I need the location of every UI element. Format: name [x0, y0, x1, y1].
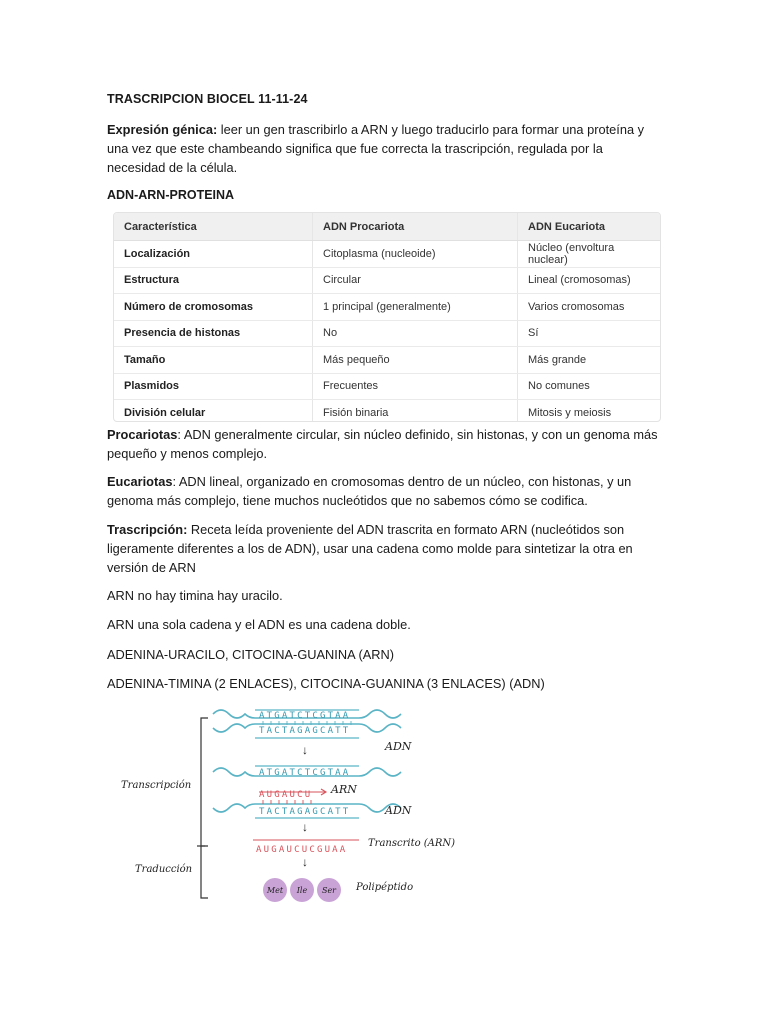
table-header: ADN Eucariota	[518, 213, 661, 241]
comparison-table	[113, 212, 661, 422]
arrow-down-icon: ↓	[302, 855, 308, 869]
table-cell: Presencia de histonas	[114, 320, 313, 347]
document-title: TRASCRIPCION BIOCEL 11-11-24	[107, 92, 308, 106]
table-cell: Varios cromosomas	[518, 294, 661, 321]
table-cell: Más grande	[518, 347, 661, 374]
table-cell: Mitosis y meiosis	[518, 400, 661, 423]
label-adn-top: ADN	[385, 740, 412, 753]
note-line: ARN no hay timina hay uracilo.	[107, 588, 283, 603]
table-row	[114, 400, 660, 423]
table-cell: Más pequeño	[313, 347, 518, 374]
expresion-genica-paragraph	[107, 120, 663, 177]
table-cell: 1 principal (generalmente)	[313, 294, 518, 321]
amino-acid-label: Ser	[321, 886, 337, 895]
label-transcripcion: Transcripción	[121, 780, 192, 791]
table-header: ADN Procariota	[313, 213, 518, 241]
label-transcrito: Transcrito (ARN)	[368, 838, 456, 849]
note-line: ADENINA-TIMINA (2 ENLACES), CITOCINA-GUANINA (3 ENLACES) (ADN)	[107, 676, 545, 691]
dna-bottom-strand: TACTAGAGCATT	[259, 726, 351, 736]
procariotas-paragraph	[107, 425, 663, 463]
label-polipeptido: Polipéptido	[356, 882, 414, 893]
table-row	[114, 241, 660, 268]
arrow-down-icon: ↓	[302, 743, 308, 757]
table-cell: Tamaño	[114, 347, 313, 374]
table-row	[114, 294, 660, 321]
amino-acid-label: Met	[266, 886, 284, 895]
eucariotas-term: Eucariotas	[107, 474, 173, 489]
table-cell: Plasmidos	[114, 373, 313, 400]
table-cell: Frecuentes	[313, 373, 518, 400]
table-cell: Citoplasma (nucleoide)	[313, 241, 518, 268]
trascripcion-term: Trascripción:	[107, 522, 188, 537]
rna-partial-strand: AUGAUCU	[259, 790, 313, 800]
amino-acid-label: Ile	[296, 886, 308, 895]
trascripcion-paragraph	[107, 520, 663, 577]
table-cell: Localización	[114, 241, 313, 268]
expresion-text: leer un gen trascribirlo a ARN y luego traducirlo para formar una proteína y una vez que este chambeando significa que fue correcta la trascripción, regulada por la necesidad de la célula.	[107, 122, 645, 175]
procariotas-text: : ADN generalmente circular, sin núcleo definido, sin histonas, y con un genoma más pequeño y menos complejo.	[107, 427, 658, 461]
table-row	[114, 267, 660, 294]
note-line: ARN una sola cadena y el ADN es una cadena doble.	[107, 617, 411, 632]
table-cell: División celular	[124, 406, 206, 419]
table-row	[114, 320, 660, 347]
table-cell: Sí	[518, 320, 661, 347]
table-cell: Estructura	[114, 267, 313, 294]
rna-transcript: AUGAUCUCGUAA	[256, 845, 348, 855]
arrow-down-icon: ↓	[302, 820, 308, 834]
note-line: ADENINA-URACILO, CITOCINA-GUANINA (ARN)	[107, 647, 395, 662]
table-row	[114, 373, 660, 400]
trascripcion-text: Receta leída proveniente del ADN trascrita en formato ARN (nucleótidos son ligeramente diferentes a los de ADN), usar una cadena como molde para sintetizar la otra en versión de ARN	[107, 522, 633, 575]
table-cell: Núcleo (envoltura nuclear)	[518, 241, 661, 268]
transcription-translation-diagram	[113, 700, 473, 910]
table-cell: No comunes	[518, 373, 661, 400]
section-heading: ADN-ARN-PROTEINA	[107, 188, 235, 202]
table-header: Característica	[114, 213, 313, 241]
dna-bottom-strand-open: TACTAGAGCATT	[259, 807, 351, 817]
table-cell: Lineal (cromosomas)	[518, 267, 661, 294]
table-cell: Número de cromosomas	[114, 294, 313, 321]
dna-top-strand: ATGATCTCGTAA	[259, 711, 351, 721]
table-row	[114, 347, 660, 374]
expresion-term: Expresión génica:	[107, 122, 218, 137]
dna-top-strand-open: ATGATCTCGTAA	[259, 768, 351, 778]
label-adn-middle: ADN	[385, 804, 412, 817]
eucariotas-text: : ADN lineal, organizado en cromosomas dentro de un núcleo, con histonas, y un genoma más complejo, tiene muchos nucleótidos que no sabemos cómo se codifica.	[107, 474, 632, 508]
table-cell: Circular	[313, 267, 518, 294]
bracket-line	[197, 718, 208, 898]
label-arn: ARN	[331, 783, 357, 796]
table-cell: No	[313, 320, 518, 347]
label-traduccion: Traducción	[135, 864, 193, 875]
table-header-row	[114, 213, 660, 241]
table-cell: Fisión binaria	[313, 400, 518, 423]
eucariotas-paragraph	[107, 472, 663, 510]
procariotas-term: Procariotas	[107, 427, 178, 442]
